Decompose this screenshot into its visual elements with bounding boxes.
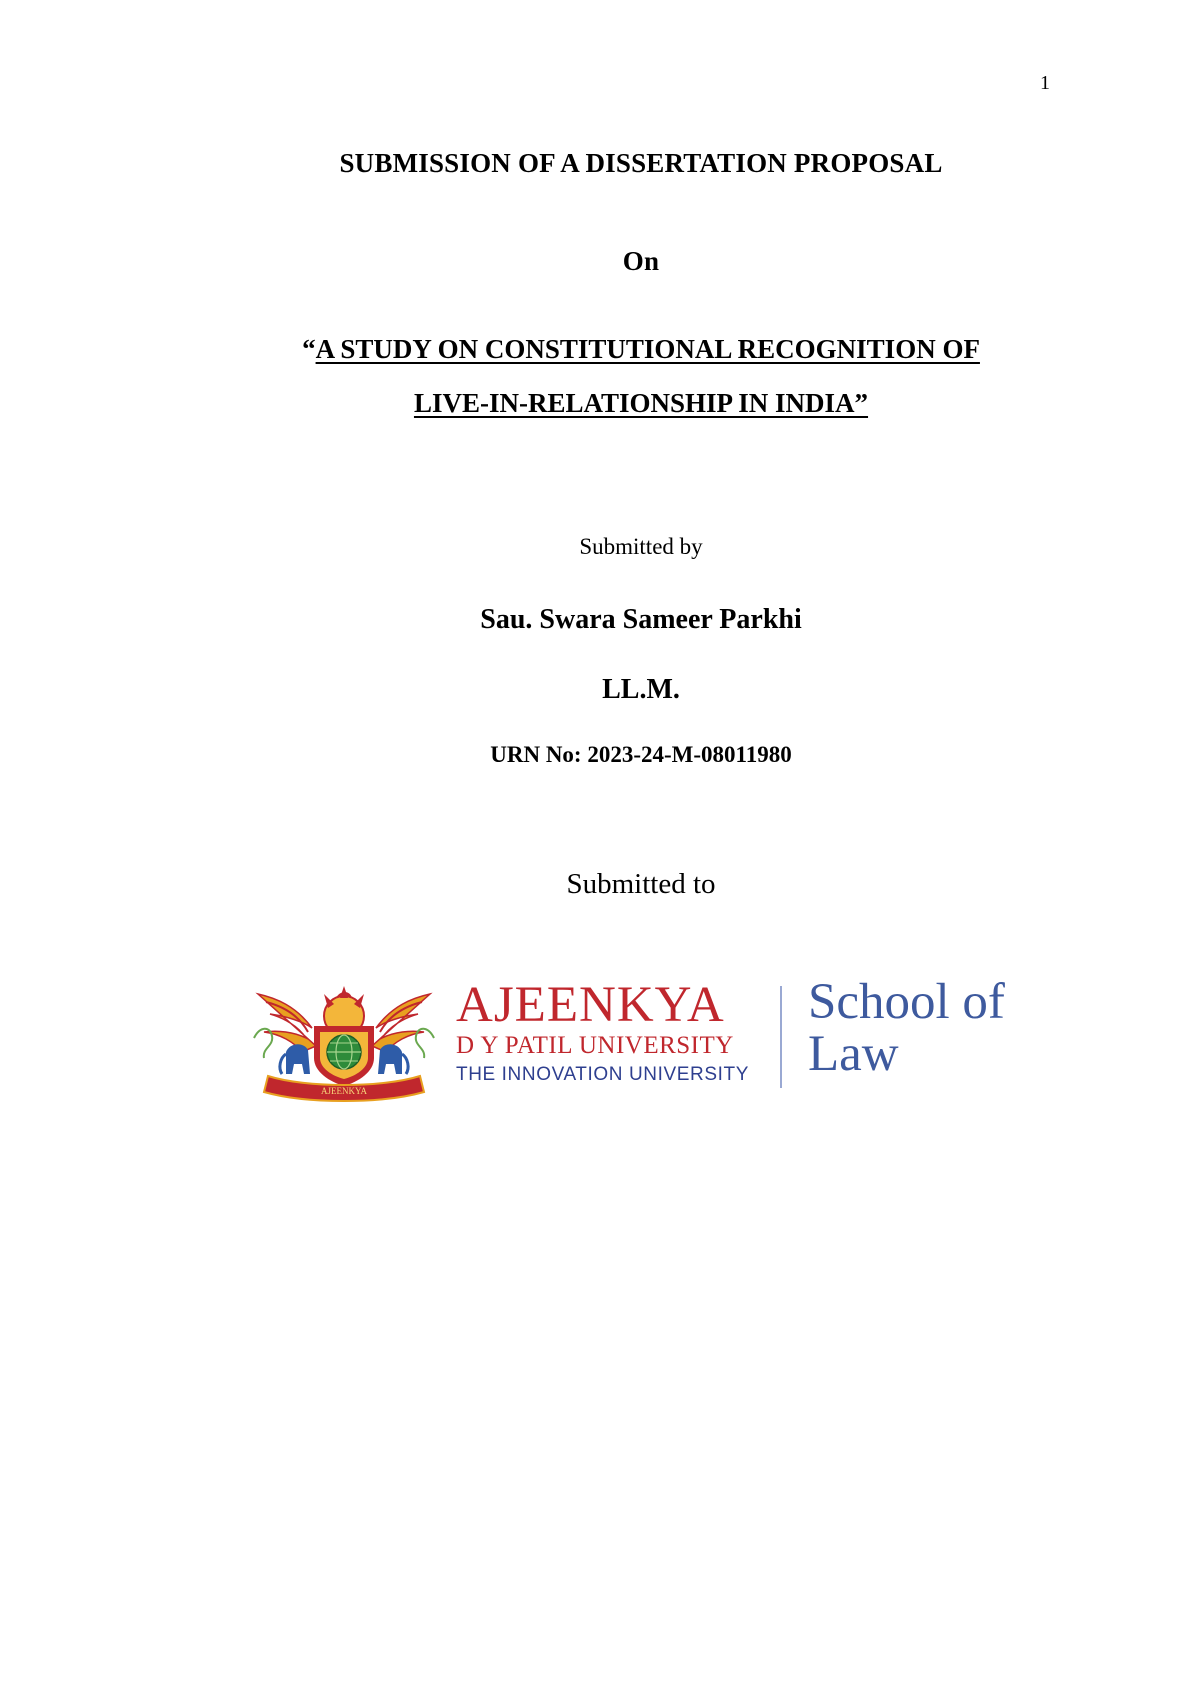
emblem-ribbon-text: AJEENKYA — [321, 1086, 367, 1096]
school-of-law — [808, 976, 1005, 1080]
page-number: 1 — [1040, 72, 1050, 94]
submitted-to-label: Submitted to — [566, 868, 716, 900]
author-name: Sau. Swara Sameer Parkhi — [480, 604, 802, 635]
submitted-by-label: Submitted by — [579, 534, 703, 559]
heading-on: On — [622, 246, 660, 276]
degree: LL.M. — [602, 674, 680, 705]
title-open-quote: “ — [302, 334, 316, 364]
university-emblem-icon — [246, 976, 442, 1104]
logo-divider — [780, 986, 782, 1088]
dissertation-title-line-2 — [0, 388, 1200, 419]
university-tagline: THE INNOVATION UNIVERSITY — [456, 1064, 749, 1085]
school-line-2: Law — [808, 1026, 899, 1082]
university-name-block — [456, 978, 756, 1090]
title-line-2-text: LIVE-IN-RELATIONSHIP IN INDIA” — [413, 388, 869, 418]
dissertation-title-line-1 — [0, 334, 1200, 365]
document-heading: SUBMISSION OF A DISSERTATION PROPOSAL — [339, 148, 943, 178]
urn-number: URN No: 2023-24-M-08011980 — [490, 742, 792, 767]
university-logo — [246, 976, 1046, 1106]
university-subname: D Y PATIL UNIVERSITY — [456, 1032, 734, 1059]
title-line-1-text: A STUDY ON CONSTITUTIONAL RECOGNITION OF — [315, 334, 980, 364]
school-line-1: School of — [808, 974, 1005, 1030]
university-name: AJEENKYA — [456, 977, 725, 1033]
